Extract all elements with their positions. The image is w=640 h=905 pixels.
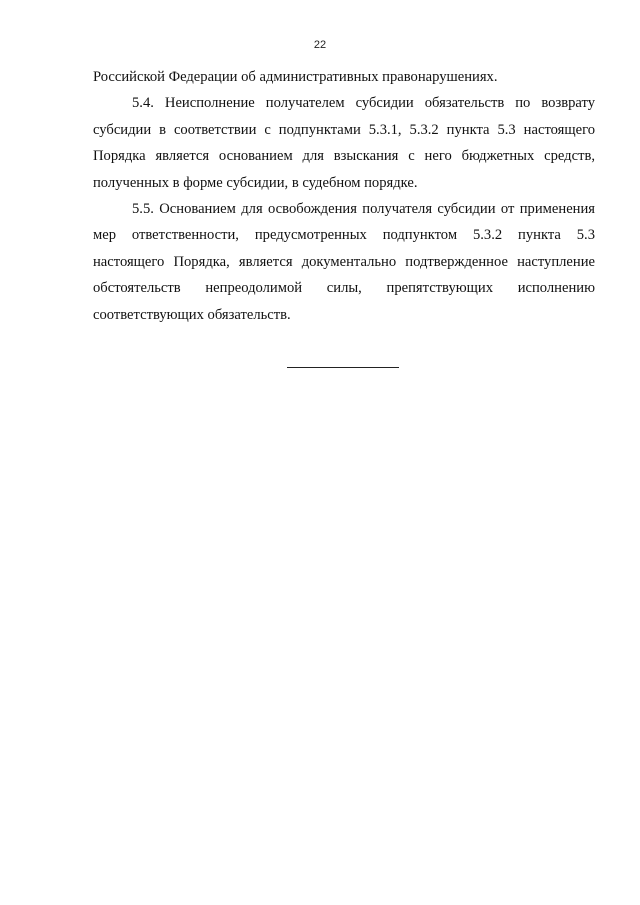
paragraph-5-5: 5.5. Основанием для освобождения получателя субсидии от применения мер ответственности, предусмотренных подпунктом 5.3.2 пункта 5.3 настоящего Порядка, является документально подтвержденное наступление обстоятельств непреодолимой силы, препятствующих исполнению соответствующих обязательств.	[93, 201, 595, 323]
paragraph-5-4: 5.4. Неисполнение получателем субсидии обязательств по возврату субсидии в соответствии с подпунктами 5.3.1, 5.3.2 пункта 5.3 настоящего Порядка является основанием для взыскания с него бюджетных средств, полученных в форме субсидии, в судебном порядке.	[93, 95, 595, 191]
document-body	[93, 64, 595, 328]
end-of-text-divider	[287, 367, 399, 368]
page-number: 22	[313, 39, 327, 51]
paragraph-continuation: Российской Федерации об административных правонарушениях.	[93, 69, 498, 85]
